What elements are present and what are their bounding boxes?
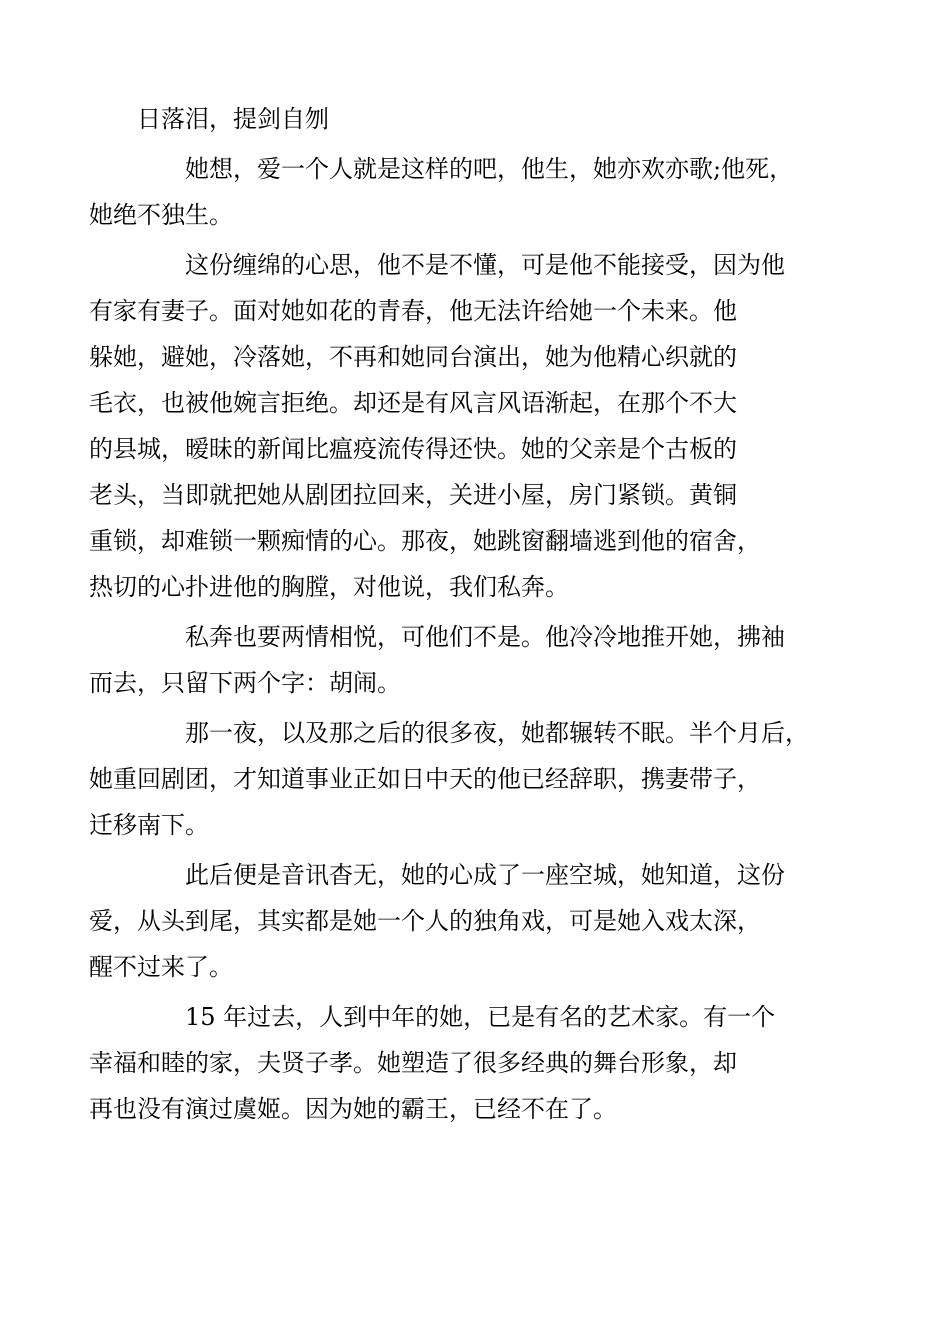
paragraph-4 [89, 614, 837, 706]
text-line: 爱，从头到尾，其实都是她一个人的独角戏，可是她入戏太深， [89, 907, 761, 935]
paragraph-6 [89, 852, 837, 990]
text-line: 毛衣，也被他婉言拒绝。却还是有风言风语渐起，在那个不大 [89, 389, 737, 417]
paragraph-1 [137, 96, 837, 142]
text-line: 日落泪，提剑自刎 [137, 105, 329, 133]
text-line: 她想，爱一个人就是这样的吧，他生，她亦欢亦歌;他死， [185, 155, 794, 183]
text-line: 她绝不独生。 [89, 201, 233, 229]
text-line: 幸福和睦的家，夫贤子孝。她塑造了很多经典的舞台形象，却 [89, 1049, 737, 1077]
text-line: 有家有妻子。面对她如花的青春，他无法许给她一个未来。他 [89, 297, 737, 325]
text-line: 私奔也要两情相悦，可他们不是。他冷冷地推开她，拂袖 [185, 623, 785, 651]
text-line: 此后便是音讯杳无，她的心成了一座空城，她知道，这份 [185, 861, 785, 889]
text-line: 躲她，避她，冷落她，不再和她同台演出，她为他精心织就的 [89, 343, 737, 371]
document-page [89, 96, 837, 1136]
text-line: 她重回剧团，才知道事业正如日中天的他已经辞职，携妻带子， [89, 765, 761, 793]
paragraph-7 [89, 994, 837, 1132]
paragraph-3 [89, 242, 837, 610]
text-line: 这份缠绵的心思，他不是不懂，可是他不能接受，因为他 [185, 251, 785, 279]
text-line: 老头，当即就把她从剧团拉回来，关进小屋，房门紧锁。黄铜 [89, 481, 737, 509]
text-line: 重锁，却难锁一颗痴情的心。那夜，她跳窗翻墙逃到他的宿舍， [89, 527, 761, 555]
text-line: 15 年过去，人到中年的她，已是有名的艺术家。有一个 [185, 1003, 776, 1031]
text-line: 的县城，暧昧的新闻比瘟疫流传得还快。她的父亲是个古板的 [89, 435, 737, 463]
text-line: 那一夜，以及那之后的很多夜，她都辗转不眠。半个月后， [185, 719, 809, 747]
text-line: 再也没有演过虞姬。因为她的霸王，已经不在了。 [89, 1095, 617, 1123]
text-line: 醒不过来了。 [89, 953, 233, 981]
text-line: 热切的心扑进他的胸膛，对他说，我们私奔。 [89, 573, 569, 601]
text-line: 迁移南下。 [89, 811, 209, 839]
paragraph-2 [89, 146, 837, 238]
text-line: 而去，只留下两个字：胡闹。 [89, 669, 401, 697]
paragraph-5 [89, 710, 837, 848]
